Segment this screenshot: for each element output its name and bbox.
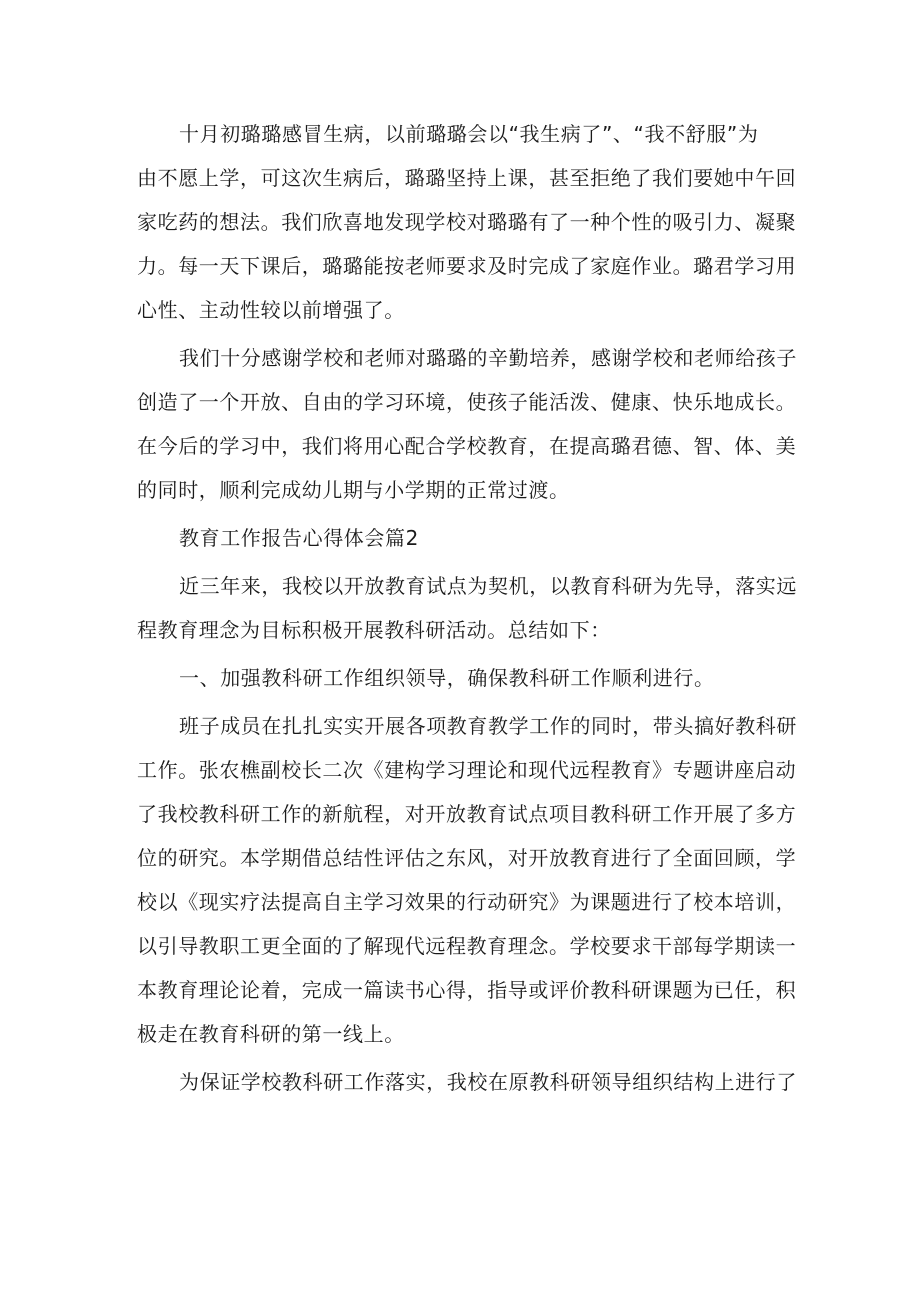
- heading-text: 教育工作报告心得体会篇2: [179, 526, 419, 550]
- text-line: 在今后的学习中，我们将用心配合学校教育，在提高璐君德、智、体、美: [137, 434, 797, 458]
- text-line: 校以《现实疗法提高自主学习效果的行动研究》为课题进行了校本培训，: [137, 890, 797, 914]
- section-heading: [137, 516, 797, 560]
- text-line: 一、加强教科研工作组织领导，确保教科研工作顺利进行。: [179, 666, 715, 690]
- text-line: 家吃药的想法。我们欣喜地发现学校对璐璐有了一种个性的吸引力、凝聚: [137, 210, 797, 234]
- text-line: 工作。张农樵副校长二次《建构学习理论和现代远程教育》专题讲座启动: [137, 758, 797, 782]
- text-line: 创造了一个开放、自由的学习环境，使孩子能活泼、健康、快乐地成长。: [137, 390, 797, 414]
- text-line: 力。每一天下课后，璐璐能按老师要求及时完成了家庭作业。璐君学习用: [137, 254, 797, 278]
- text-line: 为保证学校教科研工作落实，我校在原教科研领导组织结构上进行了: [179, 1070, 797, 1094]
- text-line: 本教育理论论着，完成一篇读书心得，指导或评价教科研课题为已任，积: [137, 978, 797, 1002]
- paragraph-4: [137, 656, 797, 700]
- text-line: 位的研究。本学期借总结性评估之东风，对开放教育进行了全面回顾，学: [137, 846, 797, 870]
- text-line: 以引导教职工更全面的了解现代远程教育理念。学校要求干部每学期读一: [137, 934, 797, 958]
- paragraph-2: [137, 336, 797, 512]
- paragraph-6: [137, 1060, 797, 1104]
- text-line: 由不愿上学，可这次生病后，璐璐坚持上课，甚至拒绝了我们要她中午回: [137, 166, 797, 190]
- paragraph-1: [137, 112, 797, 332]
- text-line: 心性、主动性较以前增强了。: [137, 298, 405, 322]
- document-body: [137, 112, 797, 1104]
- text-line: 我们十分感谢学校和老师对璐璐的辛勤培养，感谢学校和老师给孩子: [179, 346, 797, 370]
- text-line: 近三年来，我校以开放教育试点为契机，以教育科研为先导，落实远: [179, 574, 797, 598]
- text-line: 班子成员在扎扎实实开展各项教育教学工作的同时，带头搞好教科研: [179, 714, 797, 738]
- text-line: 极走在教育科研的第一线上。: [137, 1022, 405, 1046]
- text-line: 的同时，顺利完成幼儿期与小学期的正常过渡。: [137, 478, 570, 502]
- text-line: 了我校教科研工作的新航程，对开放教育试点项目教科研工作开展了多方: [137, 802, 797, 826]
- text-line: 程教育理念为目标积极开展教科研活动。总结如下：: [137, 618, 611, 642]
- paragraph-3: [137, 564, 797, 652]
- text-line: 十月初璐璐感冒生病，以前璐璐会以“我生病了”、“我不舒服”为: [179, 122, 759, 146]
- paragraph-5: [137, 704, 797, 1056]
